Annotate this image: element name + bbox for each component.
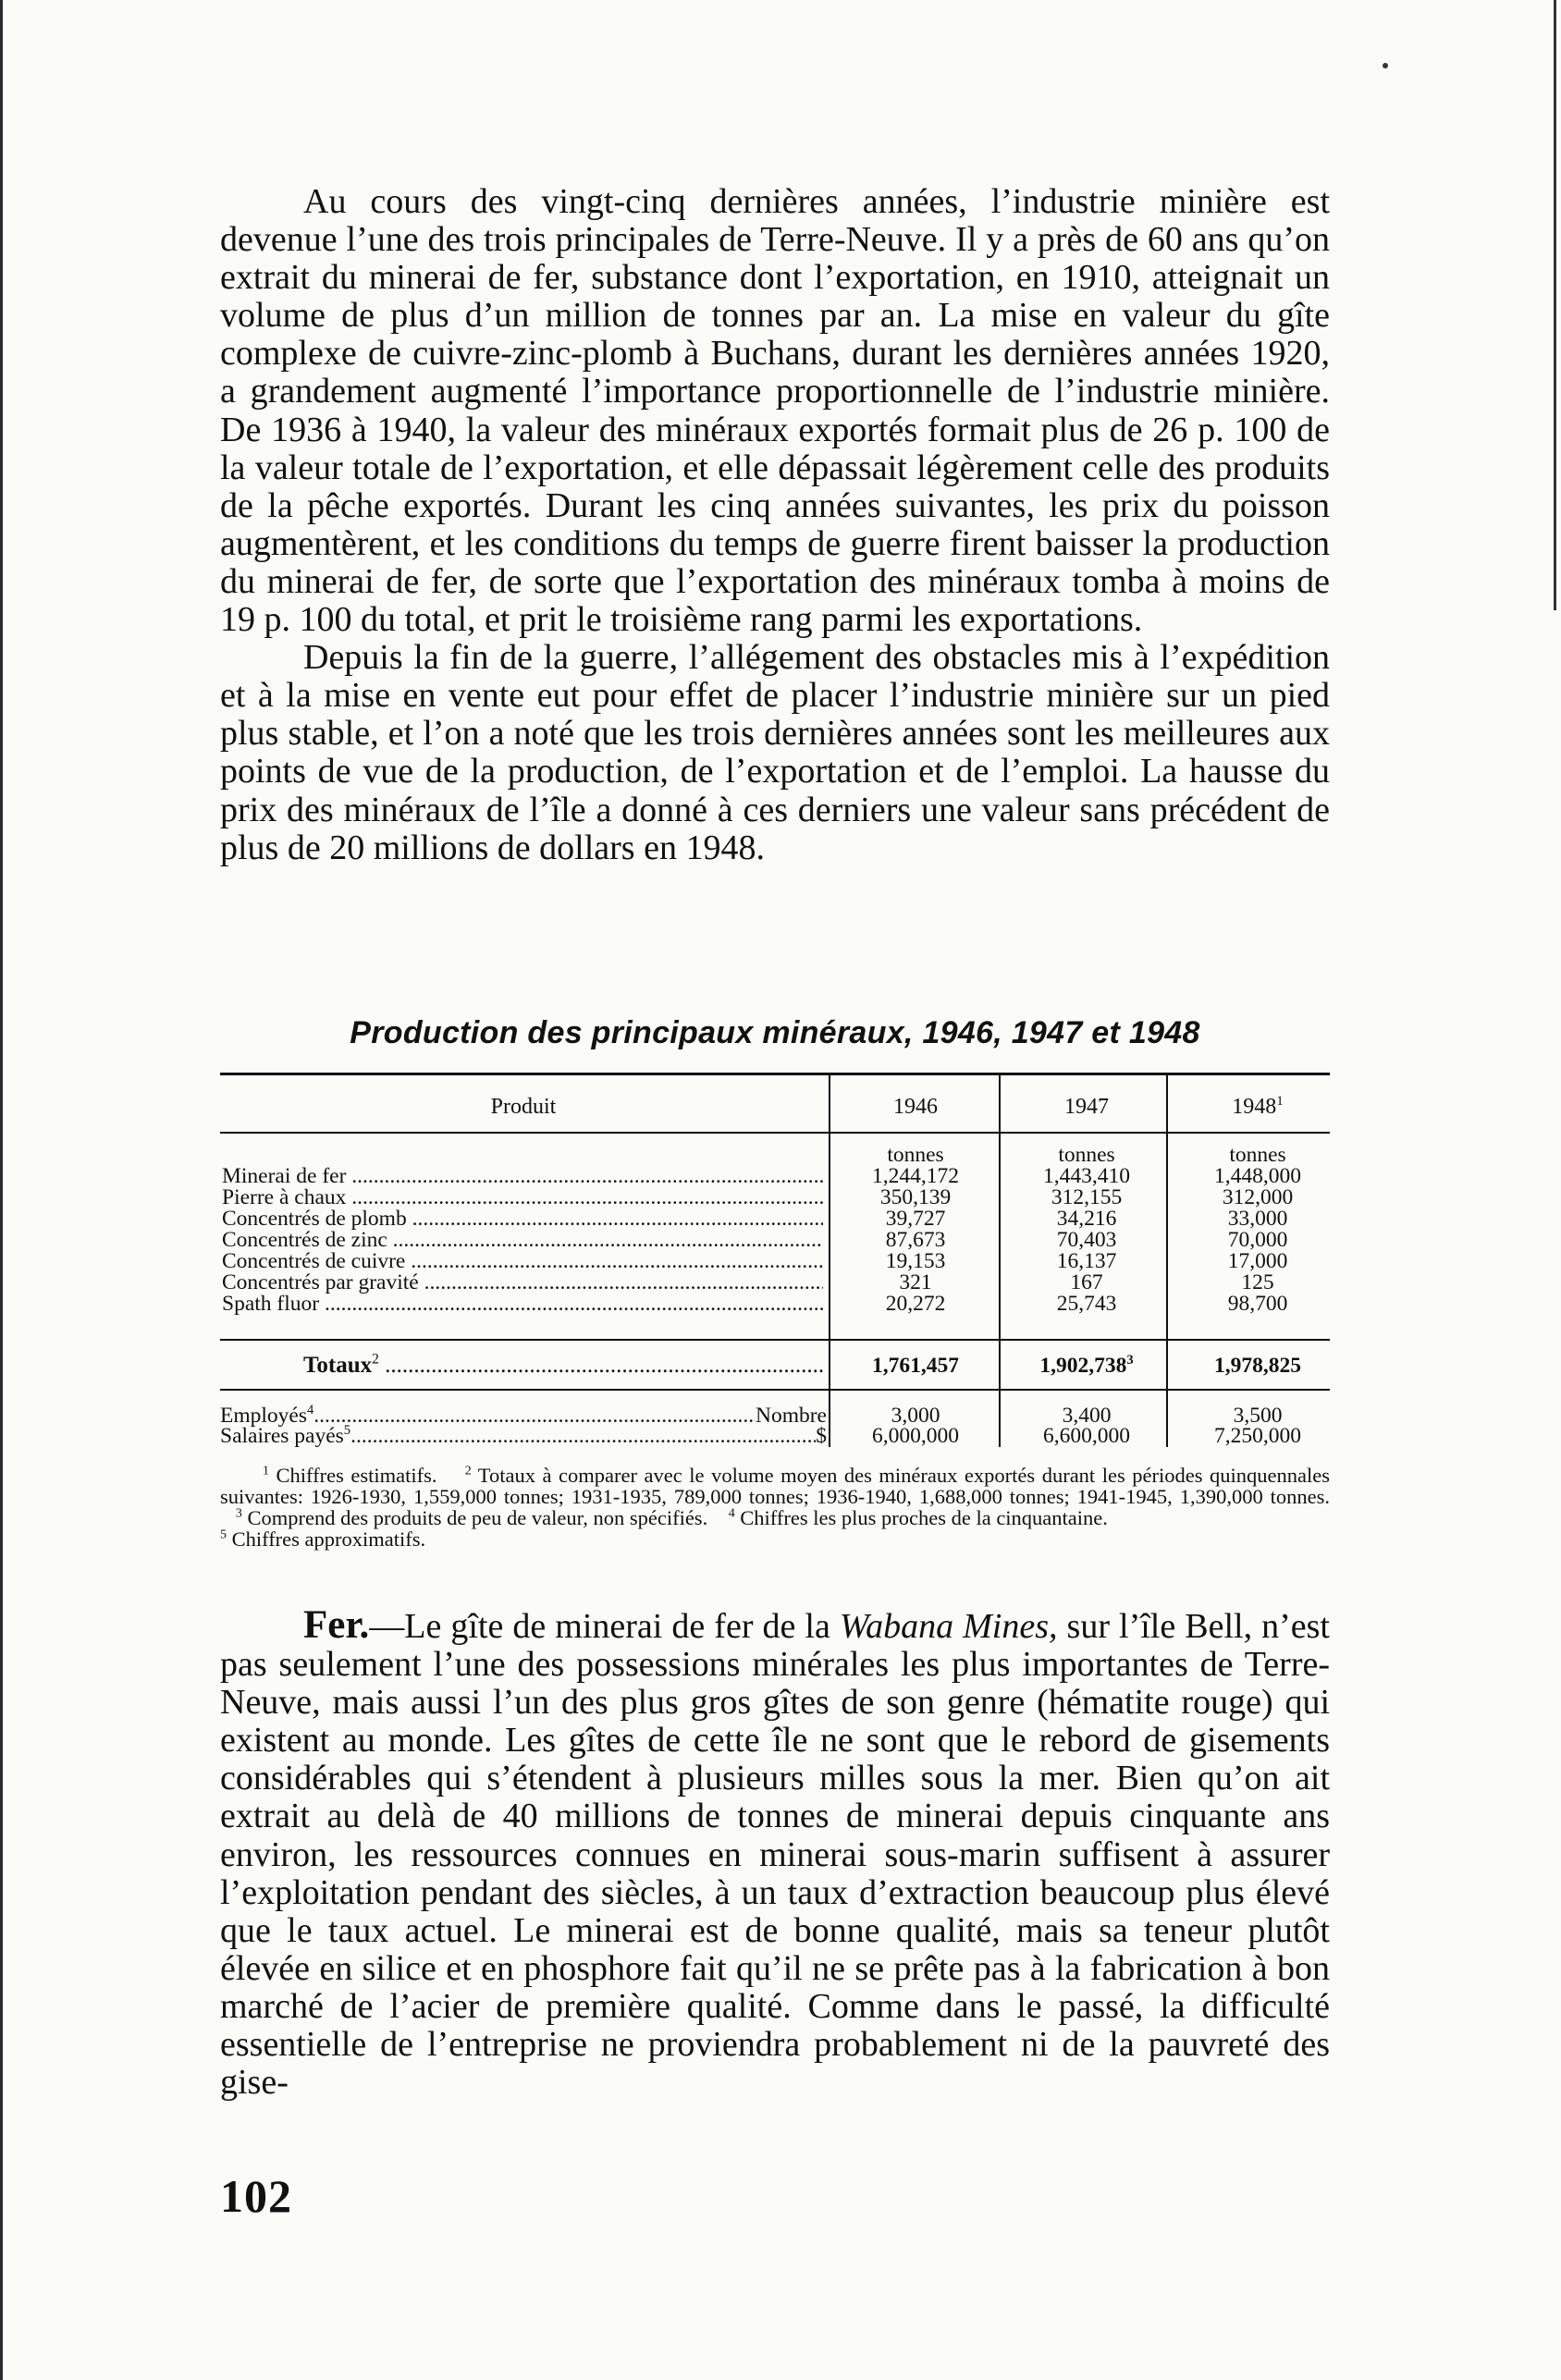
row-label: Concentrés de plomb .....	[222, 1208, 823, 1230]
value-1948: 33,000	[1227, 1207, 1288, 1231]
page-right-edge	[1554, 0, 1556, 610]
header-produit: Produit	[490, 1095, 557, 1119]
wabana-mines: Wabana Mines,	[839, 1607, 1058, 1646]
value-1947: 16,137	[1056, 1249, 1117, 1273]
totals-label: Totaux$^2$ .....	[222, 1353, 823, 1379]
value-1946: 87,673	[885, 1228, 946, 1252]
value-1946: 321	[899, 1270, 932, 1294]
page-left-edge	[0, 0, 3, 2380]
table-footnotes	[220, 1465, 1330, 1550]
ink-speck	[1383, 63, 1388, 68]
footnote-1-mark: 1	[263, 1464, 269, 1478]
unit-1948: tonnes	[1229, 1143, 1286, 1167]
table-row	[220, 1293, 1330, 1315]
employees-1948: 3,500	[1233, 1404, 1283, 1428]
total-1947: 1,902,738$^3$	[1039, 1353, 1134, 1378]
wages-1947: 6,600,000	[1043, 1424, 1130, 1448]
footnote-1: Chiffres estimatifs.	[276, 1464, 437, 1487]
footnote-4-mark: 4	[728, 1506, 735, 1521]
value-1946: 1,244,172	[872, 1164, 959, 1188]
footnote-2: Totaux à comparer avec le volume moyen des minéraux exportés durant les périodes quinquennales suivantes: 1926-1930, 1,559,000 tonnes; 1931-1935, 789,000 tonnes; 1936-1940, 1,688,000 tonnes; 1941-1945, 1,390,000 tonnes.	[220, 1464, 1331, 1508]
paragraph-2: Depuis la fin de la guerre, l’allégement des obstacles mis à l’expédition et à la mise en vente eut pour effet de placer l’industrie minière sur un pied plus stable, et l’on a noté que les trois dernières années sont les meilleures aux points de vue de la production, de l’exportation et de l’emploi. La hausse du prix des minéraux de l’île a donné à ces derniers une valeur sans précédent de plus de 20 millions de dollars en 1948.	[220, 638, 1330, 867]
row-label: Pierre à chaux .....	[222, 1186, 823, 1208]
row-label: Concentrés de zinc .....	[222, 1229, 823, 1251]
footnote-5-mark: 5	[220, 1527, 227, 1542]
fer-heading: Fer.	[303, 1603, 370, 1647]
header-1947: 1947	[1064, 1095, 1109, 1119]
wages-unit: $	[816, 1425, 827, 1447]
page-number: 102	[220, 2170, 292, 2222]
table-top-rule	[220, 1073, 1330, 1075]
table-caption: Production des principaux minéraux, 1946, 1947 et 1948	[350, 1015, 1200, 1050]
value-1948: 312,000	[1222, 1185, 1294, 1209]
header-1948: 1948$^1$	[1232, 1094, 1284, 1119]
row-label: Spath fluor .....	[222, 1293, 823, 1315]
wages-1946: 6,000,000	[872, 1424, 959, 1448]
value-1947: 1,443,410	[1043, 1164, 1130, 1188]
fer-text-a: —Le gîte de minerai de fer de la	[369, 1607, 840, 1646]
employees-label: Employés$^4$ ..... Nombre	[220, 1405, 827, 1427]
table-row	[220, 1186, 1330, 1208]
value-1948: 17,000	[1227, 1249, 1288, 1273]
footnote-5: Chiffres approximatifs.	[231, 1527, 426, 1551]
footnote-4: Chiffres les plus proches de la cinquantaine.	[740, 1506, 1108, 1529]
table-row	[220, 1250, 1330, 1272]
unit-row	[220, 1144, 1330, 1166]
row-label: Concentrés de cuivre .....	[222, 1250, 823, 1272]
totals-row	[220, 1353, 1330, 1379]
unit-1947: tonnes	[1058, 1143, 1115, 1167]
value-1948: 125	[1241, 1270, 1274, 1294]
employees-1947: 3,400	[1062, 1404, 1112, 1428]
table-row	[220, 1165, 1330, 1187]
wages-label: Salaires payés$^5$ ..... $	[220, 1425, 827, 1447]
totals-top-rule	[220, 1339, 1330, 1341]
table-row	[220, 1229, 1330, 1251]
row-label: Concentrés par gravité .....	[222, 1271, 823, 1294]
fer-section	[220, 1603, 1330, 2103]
value-1948: 1,448,000	[1214, 1164, 1301, 1188]
employees-row	[220, 1405, 1330, 1427]
total-1946: 1,761,457	[872, 1354, 959, 1378]
value-1947: 167	[1070, 1270, 1103, 1294]
footnote-2-mark: 2	[464, 1464, 472, 1478]
footnote-3: Comprend des produits de peu de valeur, non spécifiés.	[247, 1506, 708, 1529]
value-1948: 70,000	[1227, 1228, 1288, 1252]
table-row	[220, 1271, 1330, 1294]
value-1948: 98,700	[1227, 1292, 1288, 1316]
row-label: Minerai de fer .....	[222, 1165, 823, 1187]
employees-1946: 3,000	[891, 1404, 940, 1428]
wages-1948: 7,250,000	[1214, 1424, 1301, 1448]
fer-text-b: sur l’île Bell, n’est pas seulement l’une des possessions minérales les plus importantes de Terre-Neuve, mais aussi l’un des plus gros gîtes de son genre (hématite rouge) qui existent au monde. Les gîtes de cette île ne sont que le rebord de gisements considérables qui s’étendent à plusieurs milles sous la mer. Bien qu’on ait extrait au delà de 40 millions de tonnes de minerai depuis cinquante ans environ, les ressources connues en minerai sous-marin suffisent à assurer l’exploitation pendant des siècles, à un taux d’extraction beaucoup plus élevé que le taux actuel. Le minerai est de bonne qualité, mais sa teneur plutôt élevée en silice et en phosphore fait qu’il ne se prête pas à la fabrication à bon marché de l’acier de première qualité. Comme dans le passé, la difficulté essentielle de l’entreprise ne proviendra probablement ni de la pauvreté des gise-	[220, 1607, 1330, 2103]
table-row	[220, 1208, 1330, 1230]
wages-row	[220, 1425, 1330, 1447]
value-1947: 70,403	[1056, 1228, 1117, 1252]
value-1946: 350,139	[879, 1185, 952, 1209]
value-1947: 34,216	[1056, 1207, 1117, 1231]
footnote-3-mark: 3	[235, 1506, 242, 1521]
value-1947: 25,743	[1056, 1292, 1117, 1316]
total-1948: 1,978,825	[1214, 1354, 1301, 1378]
value-1946: 19,153	[885, 1249, 946, 1273]
unit-1946: tonnes	[887, 1143, 944, 1167]
employees-unit: Nombre	[755, 1405, 827, 1427]
value-1947: 312,155	[1051, 1185, 1123, 1209]
header-bottom-rule	[220, 1132, 1330, 1134]
totals-bottom-rule	[220, 1389, 1330, 1391]
value-1946: 20,272	[885, 1292, 946, 1316]
value-1946: 39,727	[885, 1207, 946, 1231]
intro-text	[220, 183, 1330, 867]
paragraph-1: Au cours des vingt-cinq dernières années, l’industrie minière est devenue l’une des trois principales de Terre-Neuve. Il y a près de 60 ans qu’on extrait du minerai de fer, substance dont l’exportation, en 1910, atteignait un volume de plus d’un million de tonnes par an. La mise en valeur du gîte complexe de cuivre-zinc-plomb à Buchans, durant les dernières années 1920, a grandement augmenté l’importance proportionnelle de l’industrie minière. De 1936 à 1940, la valeur des minéraux exportés formait plus de 26 p. 100 de la valeur totale de l’exportation, et elle dépassait légèrement celle des produits de la pêche exportés. Durant les cinq années suivantes, les prix du poisson augmentèrent, et les conditions du temps de guerre firent baisser la production du minerai de fer, de sorte que l’exportation des minéraux tomba à moins de 19 p. 100 du total, et prit le troisième rang parmi les exportations.	[220, 182, 1330, 640]
header-1946: 1946	[893, 1095, 938, 1119]
